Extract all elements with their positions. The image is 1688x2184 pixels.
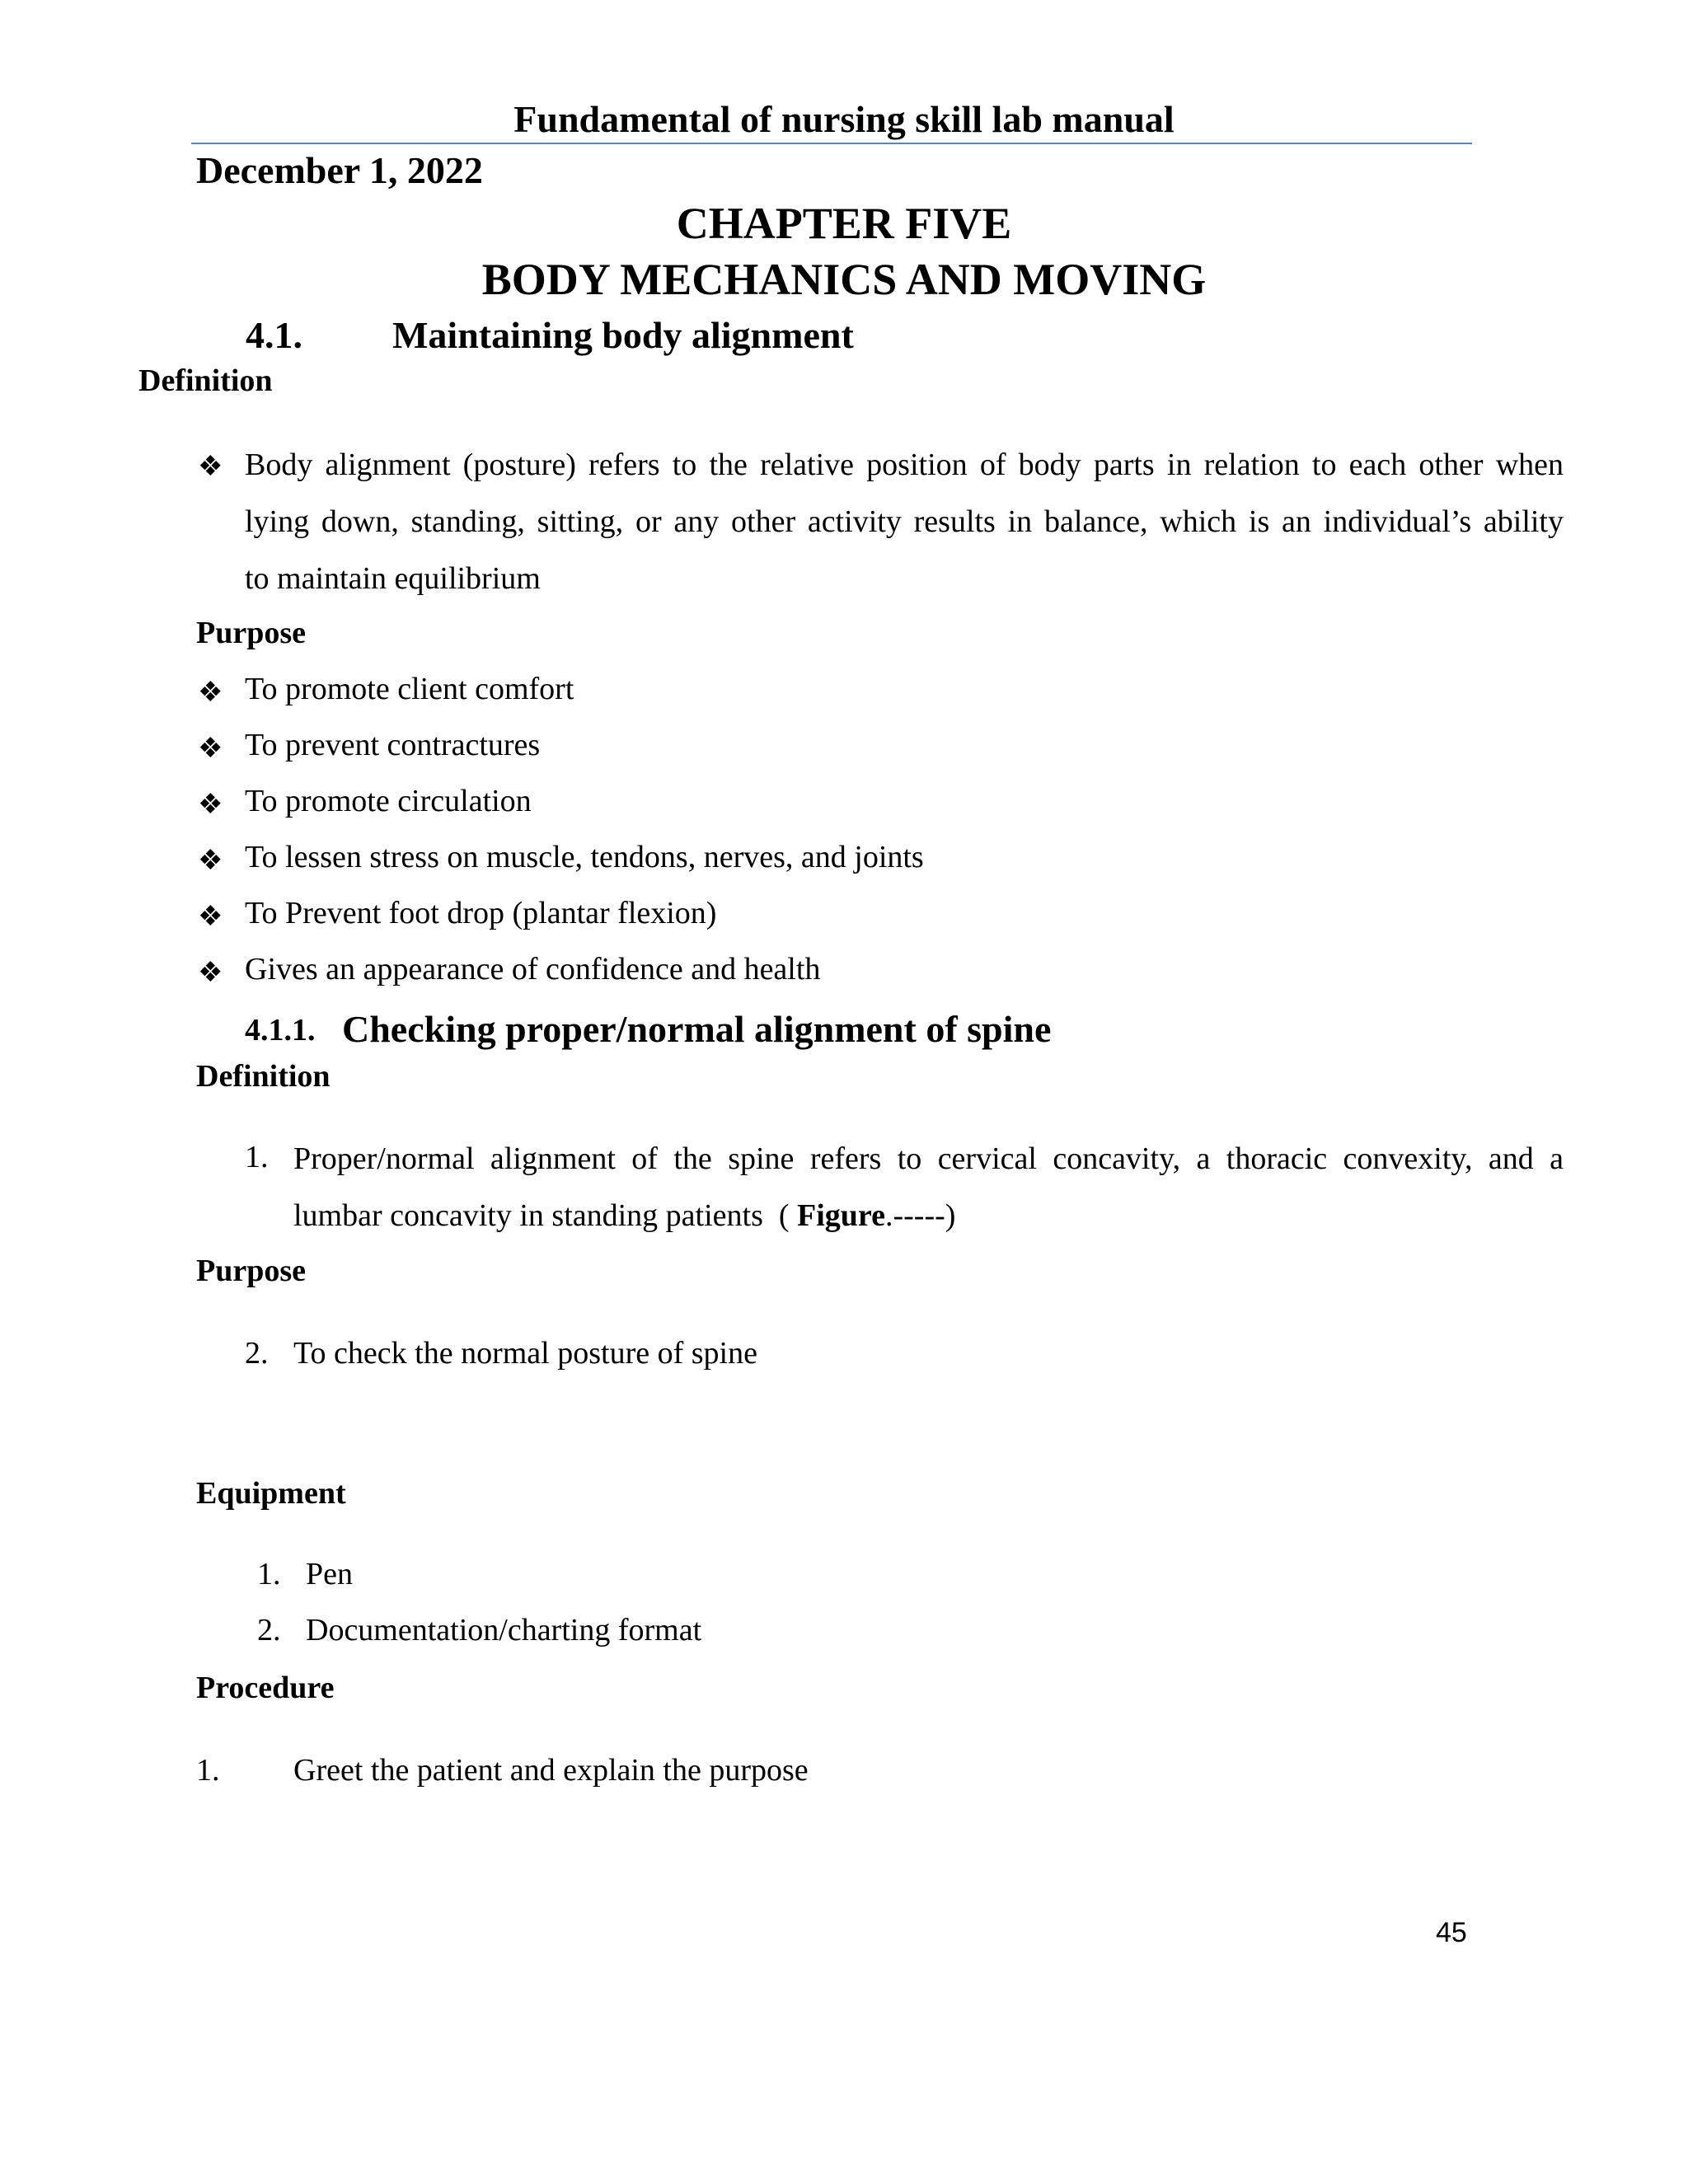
spine-definition-line [293,1188,1564,1244]
definition-label: Definition [138,363,273,398]
section-title: Maintaining body alignment [392,314,854,356]
purpose-item: To check the normal posture of spine [293,1336,757,1371]
purpose-label: Purpose [196,1254,306,1288]
purpose-item: To promote client comfort [245,672,574,706]
equipment-item: Documentation/charting format [306,1613,702,1647]
list-number: 1. [257,1557,281,1591]
subsection-number: 4.1.1. [245,1013,316,1047]
spine-definition-paragraph [293,1131,1564,1244]
diamond-bullet-icon: ❖ [198,902,223,932]
equipment-label: Equipment [196,1476,346,1511]
purpose-label: Purpose [196,616,306,650]
purpose-item: To lessen stress on muscle, tendons, nerves, and joints [245,840,924,874]
spine-definition-line: Proper/normal alignment of the spine refers to cervical concavity, a thoracic convexity, and a [293,1141,1564,1176]
equipment-item: Pen [306,1557,353,1591]
purpose-item: Gives an appearance of confidence and health [245,952,821,987]
purpose-item: To Prevent foot drop (plantar flexion) [245,896,717,930]
procedure-label: Procedure [196,1671,335,1705]
list-number: 1. [196,1753,220,1788]
definition-line: to maintain equilibrium [245,561,541,596]
diamond-bullet-icon: ❖ [198,677,223,708]
diamond-bullet-icon: ❖ [198,790,223,820]
definition-paragraph [245,437,1564,607]
figure-reference-suffix: .-----) [884,1198,956,1233]
definition-label: Definition [196,1059,331,1094]
purpose-item: To promote circulation [245,784,532,818]
diamond-bullet-icon: ❖ [198,733,223,764]
chapter-number: CHAPTER FIVE [676,199,1012,248]
diamond-bullet-icon: ❖ [198,846,223,876]
figure-reference: Figure [797,1198,885,1233]
subsection-title: Checking proper/normal alignment of spine [342,1008,1052,1050]
list-number: 2. [245,1336,269,1371]
procedure-step: Greet the patient and explain the purpose [293,1753,809,1788]
chapter-title: BODY MECHANICS AND MOVING [481,255,1207,304]
definition-line: Body alignment (posture) refers to the relative position of body parts in relation to each other when [245,448,1564,482]
list-number: 1. [245,1140,269,1174]
spine-definition-text: lumbar concavity in standing patients ( [293,1198,798,1233]
list-number: 2. [257,1613,281,1647]
header-date: December 1, 2022 [196,149,483,191]
diamond-bullet-icon: ❖ [198,958,223,988]
page-number: 45 [1436,1917,1467,1948]
definition-line: lying down, standing, sitting, or any other activity results in balance, which is an individual’s ability [245,504,1564,539]
running-header-title: Fundamental of nursing skill lab manual [513,98,1175,140]
purpose-item: To prevent contractures [245,728,541,762]
header-rule [191,143,1472,144]
section-number: 4.1. [246,314,302,356]
diamond-bullet-icon: ❖ [198,452,223,482]
